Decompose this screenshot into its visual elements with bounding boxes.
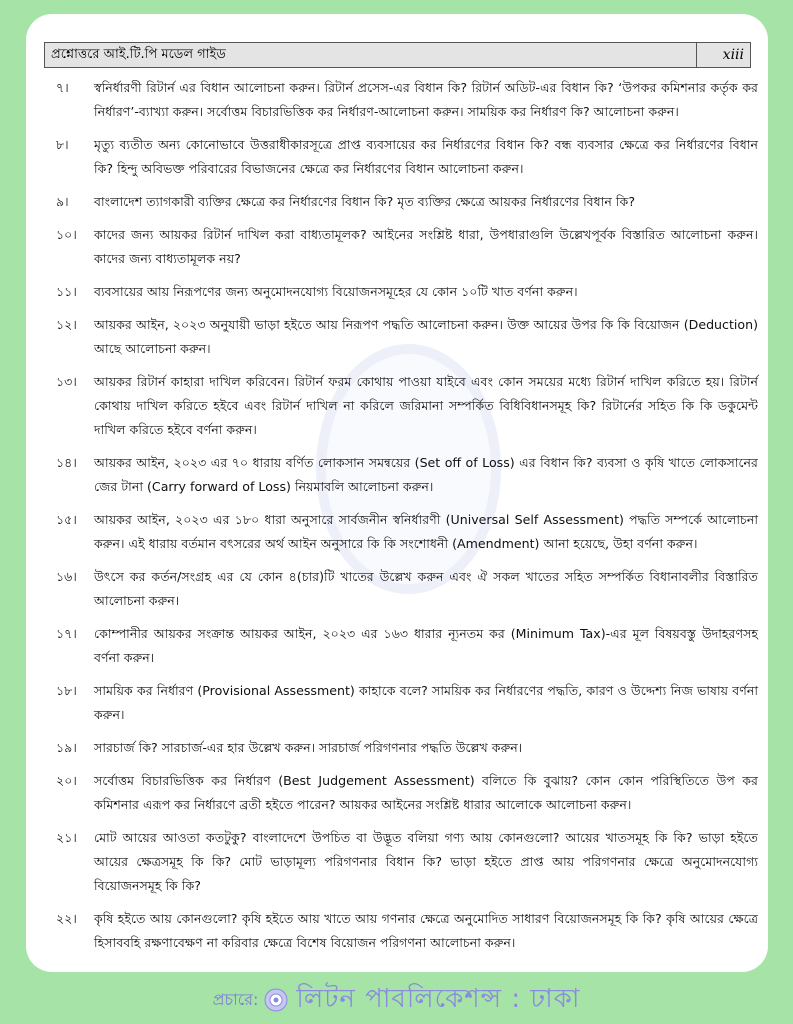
question-item <box>56 451 758 499</box>
question-text: মোট আয়ের আওতা কতটুকু? বাংলাদেশে উপচিত বা উদ্ভূত বলিয়া গণ্য আয় কোনগুলো? আয়ের খাতসমূহ কি কি? ভাড়া হইতে আয়ের ক্ষেত্রসমূহ কি কি? মোট ভাড়ামূল্য পরিগণনার বিধান কি? ভাড়া হইতে প্রাপ্ত আয় পরিগণনার ক্ষেত্রে অনুমোদনযোগ্য বিয়োজনসমূহ কি কি? <box>94 830 758 893</box>
question-text: সারচার্জ কি? সারচার্জ-এর হার উল্লেখ করুন। সারচার্জ পরিগণনার পদ্ধতি উল্লেখ করুন। <box>94 740 523 755</box>
question-text: কাদের জন্য আয়কর রিটার্ন দাখিল করা বাধ্যতামূলক? আইনের সংশ্লিষ্ট ধারা, উপধারাগুলি উল্লেখপূর্বক বিস্তারিত আলোচনা করুন। কাদের জন্য বাধ্যতামূলক নয়? <box>94 227 758 266</box>
question-list <box>56 76 758 964</box>
question-number: ২১। <box>56 830 77 845</box>
question-item <box>56 280 758 304</box>
question-number: ২০। <box>56 773 77 788</box>
question-text: বাংলাদেশ ত্যাগকারী ব্যক্তির ক্ষেত্রে কর নির্ধারণের বিধান কি? মৃত ব্যক্তির ক্ষেত্রে আয়কর নির্ধারণের বিধান কি? <box>94 194 636 209</box>
question-number: ১১। <box>56 284 77 299</box>
question-item <box>56 622 758 670</box>
question-number: ১২। <box>56 317 77 332</box>
question-text: সাময়িক কর নির্ধারণ (Provisional Assessment) কাহাকে বলে? সাময়িক কর নির্ধারণের পদ্ধতি, কারণ ও উদ্দেশ্য নিজ ভাষায় বর্ণনা করুন। <box>94 683 758 722</box>
question-item <box>56 769 758 817</box>
question-item <box>56 223 758 271</box>
header-title: প্রশ্নোত্তরে আই.টি.পি মডেল গাইড <box>51 46 226 62</box>
question-item <box>56 313 758 361</box>
question-item <box>56 133 758 181</box>
question-text: স্বনির্ধারণী রিটার্ন এর বিধান আলোচনা করুন। রিটার্ন প্রসেস-এর বিধান কি? রিটার্ন অডিট-এর বিধান কি? ‘উপকর কমিশনার কর্তৃক কর নির্ধারণ’-ব্যাখ্যা করুন। সর্বোত্তম বিচারভিত্তিক কর নির্ধারণ-আলোচনা করুন। সাময়িক কর নির্ধারণ কি? আলোচনা করুন। <box>94 80 758 119</box>
question-number: ৭। <box>56 80 69 95</box>
question-text: ব্যবসায়ের আয় নিরূপণের জন্য অনুমোদনযোগ্য বিয়োজনসমূহের যে কোন ১০টি খাত বর্ণনা করুন। <box>94 284 578 299</box>
question-item <box>56 76 758 124</box>
footer-label: প্রচারে: <box>212 989 259 1009</box>
question-number: ৯। <box>56 194 69 209</box>
question-item <box>56 907 758 955</box>
page-sheet <box>26 14 768 972</box>
publisher-name: লিটন পাবলিকেশন্স : ঢাকা <box>296 984 581 1014</box>
question-text: মৃত্যু ব্যতীত অন্য কোনোভাবে উত্তরাধীকারসূত্রে প্রাপ্ত ব্যবসায়ের কর নির্ধারণের বিধান কি? বন্ধ ব্যবসার ক্ষেত্রে কর নির্ধারণের বিধান কি? হিন্দু অবিভক্ত পরিবারের বিভাজনের ক্ষেত্রে কর নির্ধারণের বিধান আলোচনা করুন। <box>94 137 758 176</box>
question-text: উৎসে কর কর্তন/সংগ্রহ এর যে কোন ৪(চার)টি খাতের উল্লেখ করুন এবং ঐ সকল খাতের সহিত সম্পর্কিত বিধানাবলীর বিস্তারিত আলোচনা করুন। <box>94 569 758 608</box>
question-text: কৃষি হইতে আয় কোনগুলো? কৃষি হইতে আয় খাতে আয় গণনার ক্ষেত্রে অনুমোদিত সাধারণ বিয়োজনসমূহ কি কি? কৃষি আয়ের ক্ষেত্রে হিসাববহি রক্ষণাবেক্ষণ না করিবার ক্ষেত্রে বিশেষ বিয়োজন পরিগণনা আলোচনা করুন। <box>94 911 758 950</box>
page-number: xiii <box>696 43 750 67</box>
question-text: আয়কর রিটার্ন কাহারা দাখিল করিবেন। রিটার্ন ফরম কোথায় পাওয়া যাইবে এবং কোন সময়ের মধ্যে রিটার্ন দাখিল করিতে হয়। রিটার্ন কোথায় দাখিল করিতে হইবে এবং রিটার্ন দাখিল না করিলে জরিমানা সম্পর্কিত বিধিবিধানসমূহ কি? রিটার্নের সহিত কি কি ডকুমেন্ট দাখিল করিতে হইবে বর্ণনা করুন। <box>94 374 758 437</box>
page-header <box>44 42 751 68</box>
question-item <box>56 826 758 898</box>
question-number: ১৭। <box>56 626 77 641</box>
question-item <box>56 370 758 442</box>
question-number: ১৮। <box>56 683 77 698</box>
footer <box>0 976 793 1024</box>
question-text: কোম্পানীর আয়কর সংক্রান্ত আয়কর আইন, ২০২৩ এর ১৬৩ ধারার ন্যূনতম কর (Minimum Tax)-এর মূল বিষয়বস্তু উদাহরণসহ বর্ণনা করুন। <box>94 626 758 665</box>
question-number: ১০। <box>56 227 77 242</box>
question-number: ১৫। <box>56 512 77 527</box>
question-item <box>56 565 758 613</box>
question-text: আয়কর আইন, ২০২৩ অনুযায়ী ভাড়া হইতে আয় নিরূপণ পদ্ধতি আলোচনা করুন। উক্ত আয়ের উপর কি কি বিয়োজন (Deduction) আছে আলোচনা করুন। <box>94 317 758 356</box>
publisher-logo-icon <box>264 988 288 1012</box>
question-number: ৮। <box>56 137 69 152</box>
question-number: ১৪। <box>56 455 77 470</box>
question-number: ১৩। <box>56 374 77 389</box>
question-text: আয়কর আইন, ২০২৩ এর ৭০ ধারায় বর্ণিত লোকসান সমন্বয়ের (Set off of Loss) এর বিধান কি? ব্যবসা ও কৃষি খাতে লোকসানের জের টানা (Carry forward of Loss) নিয়মাবলি আলোচনা করুন। <box>94 455 758 494</box>
question-item <box>56 679 758 727</box>
question-number: ১৬। <box>56 569 77 584</box>
question-text: সর্বোত্তম বিচারভিত্তিক কর নির্ধারণ (Best Judgement Assessment) বলিতে কি বুঝায়? কোন কোন পরিস্থিতিতে উপ কর কমিশনার এরূপ কর নির্ধারণে ব্রতী হইতে পারেন? আয়কর আইনের সংশ্লিষ্ট ধারার আলোকে আলোচনা করুন। <box>94 773 758 812</box>
question-number: ১৯। <box>56 740 77 755</box>
question-item <box>56 508 758 556</box>
question-text: আয়কর আইন, ২০২৩ এর ১৮০ ধারা অনুসারে সার্বজনীন স্বনির্ধারণী (Universal Self Assessment) পদ্ধতি সম্পর্কে আলোচনা করুন। এই ধারায় বর্তমান বৎসরের অর্থ আইন অনুসারে কি কি সংশোধনী (Amendment) আনা হয়েছে, উহা বর্ণনা করুন। <box>94 512 758 551</box>
question-number: ২২। <box>56 911 77 926</box>
question-item <box>56 190 758 214</box>
question-item <box>56 736 758 760</box>
